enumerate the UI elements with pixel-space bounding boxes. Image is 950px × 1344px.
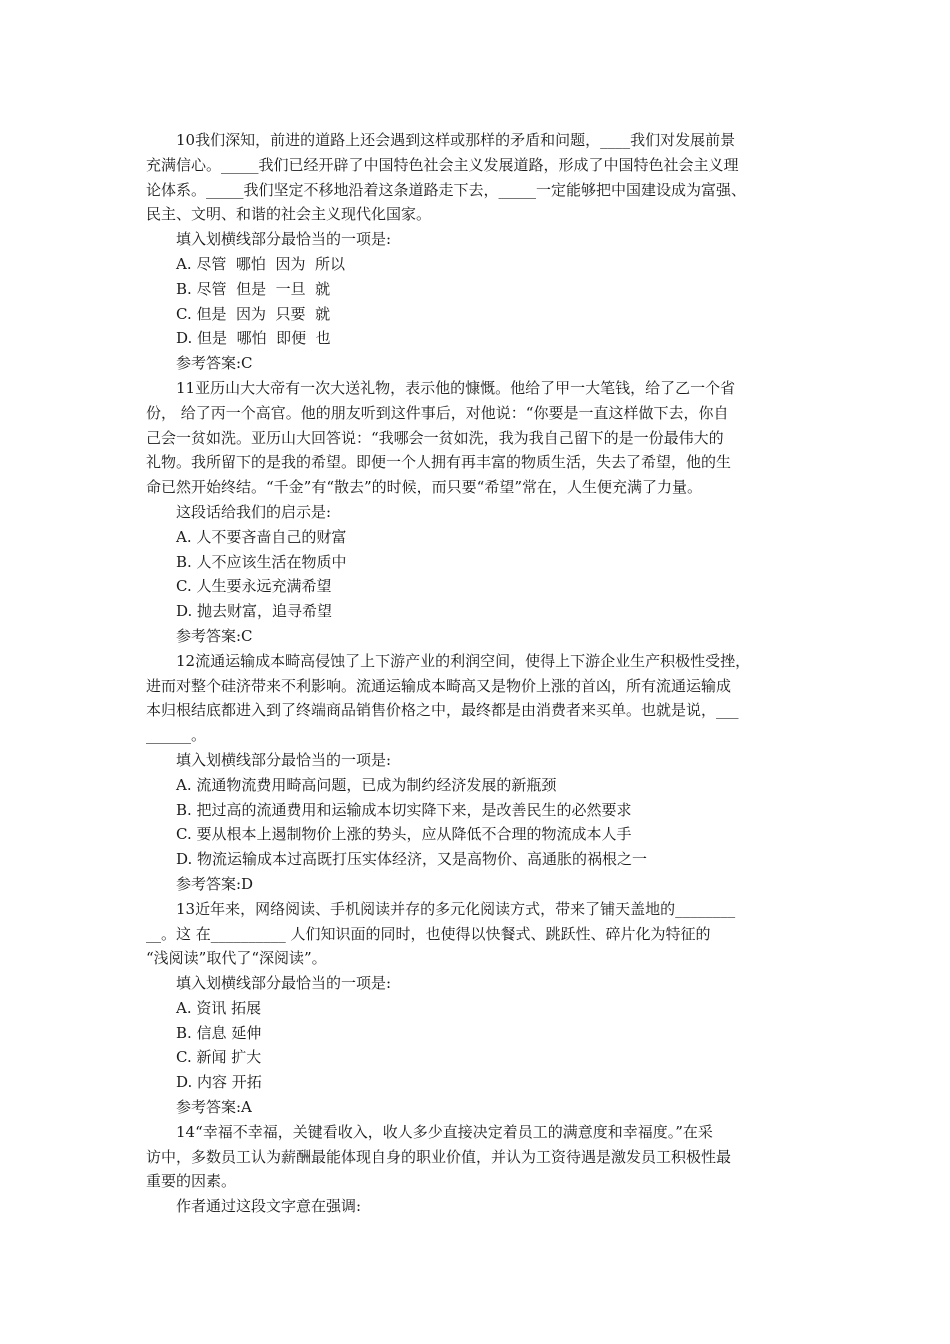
question-13-prompt: 填入划横线部分最恰当的一项是:	[176, 974, 392, 993]
question-10-option-b: B. 尽管 但是 一旦 就	[176, 279, 331, 298]
question-10-prompt: 填入划横线部分最恰当的一项是:	[176, 230, 392, 249]
question-13-option-d: D. 内容 开拓	[176, 1073, 262, 1092]
question-11-option-b: B. 人不应该生活在物质中	[176, 552, 347, 571]
question-13-stem-line: __。这 在__________ 人们知识面的同时，也使得以快餐式、跳跃性、碎片化为特征的	[146, 924, 711, 943]
question-13-stem-line: 13近年来，网络阅读、手机阅读并存的多元化阅读方式，带来了铺天盖地的________	[176, 899, 736, 918]
question-12-option-a: A. 流通物流费用畸高问题，已成为制约经济发展的新瓶颈	[176, 775, 557, 794]
question-11-stem-line: 份， 给了丙一个高官。他的朋友听到这件事后，对他说：“你要是一直这样做下去，你自	[146, 403, 729, 422]
question-11-option-c: C. 人生要永远充满希望	[176, 577, 332, 596]
question-12-option-b: B. 把过高的流通费用和运输成本切实降下来，是改善民生的必然要求	[176, 800, 632, 819]
question-10-stem-line: 民主、文明、和谐的社会主义现代化国家。	[146, 205, 432, 224]
question-11-stem-line: 礼物。我所留下的是我的希望。即便一个人拥有再丰富的物质生活，失去了希望，他的生	[146, 453, 732, 472]
question-13-stem-line: “浅阅读”取代了“深阅读”。	[146, 949, 327, 968]
question-11	[146, 376, 814, 649]
question-13-option-a: A. 资讯 拓展	[176, 998, 262, 1017]
question-11-option-d: D. 抛去财富，追寻希望	[176, 602, 333, 621]
question-12-option-d: D. 物流运输成本过高既打压实体经济，又是高物价、高通胀的祸根之一	[176, 850, 648, 869]
question-10-option-a: A. 尽管 哪怕 因为 所以	[176, 254, 345, 273]
question-11-stem-line: 命已然开始终结。“千金”有“散去”的时候，而只要“希望”常在，人生便充满了力量。	[146, 478, 703, 497]
question-10-option-d: D. 但是 哪怕 即便 也	[176, 329, 331, 348]
question-11-stem-line: 己会一贫如洗。亚历山大回答说：“我哪会一贫如洗，我为我自己留下的是一份最伟大的	[146, 428, 724, 447]
question-12-stem-line: 本归根结底都进入到了终端商品销售价格之中，最终都是由消费者来买单。也就是说，___	[146, 701, 739, 720]
question-13-answer: 参考答案:A	[176, 1098, 252, 1117]
question-10	[146, 128, 814, 376]
question-14-stem-line: 14“幸福不幸福，关键看收入，收人多少直接决定着员工的满意度和幸福度。”在采	[176, 1122, 713, 1141]
question-13-option-b: B. 信息 延伸	[176, 1023, 262, 1042]
question-12	[146, 649, 814, 897]
question-11-stem-line: 11亚历山大大帝有一次大送礼物，表示他的慷慨。他给了甲一大笔钱，给了乙一个省	[176, 378, 736, 397]
question-12-stem-line: ______。	[146, 726, 207, 745]
question-14-stem-line: 访中，多数员工认为薪酬最能体现自身的职业价值，并认为工资待遇是激发员工积极性最	[146, 1147, 732, 1166]
question-13-option-c: C. 新闻 扩大	[176, 1048, 262, 1067]
question-11-option-a: A. 人不要吝啬自己的财富	[176, 527, 347, 546]
question-11-prompt: 这段话给我们的启示是:	[176, 502, 332, 521]
question-10-stem-line: 论体系。_____我们坚定不移地沿着这条道路走下去，_____一定能够把中国建设成为富强、	[146, 180, 747, 199]
question-14-stem-line: 重要的因素。	[146, 1172, 237, 1191]
question-10-stem-line: 充满信心。_____我们已经开辟了中国特色社会主义发展道路，形成了中国特色社会主义理	[146, 155, 739, 174]
question-10-answer: 参考答案:C	[176, 354, 253, 373]
question-12-option-c: C. 要从根本上遏制物价上涨的势头，应从降低不合理的物流成本人手	[176, 825, 632, 844]
question-12-stem-line: 进而对整个硅济带来不利影响。流通运输成本畸高又是物价上涨的首凶，所有流通运输成	[146, 676, 732, 695]
question-11-answer: 参考答案:C	[176, 626, 253, 645]
question-10-option-c: C. 但是 因为 只要 就	[176, 304, 331, 323]
question-14	[146, 1120, 814, 1219]
question-12-stem-line: 12流通运输成本畸高侵蚀了上下游产业的利润空间，使得上下游企业生产积极性受挫，	[176, 651, 751, 670]
question-12-prompt: 填入划横线部分最恰当的一项是:	[176, 750, 392, 769]
question-13	[146, 897, 814, 1120]
question-14-prompt: 作者通过这段文字意在强调:	[176, 1197, 362, 1216]
question-12-answer: 参考答案:D	[176, 874, 254, 893]
question-10-stem-line: 10我们深知，前进的道路上还会遇到这样或那样的矛盾和问题，____我们对发展前景	[176, 131, 736, 149]
